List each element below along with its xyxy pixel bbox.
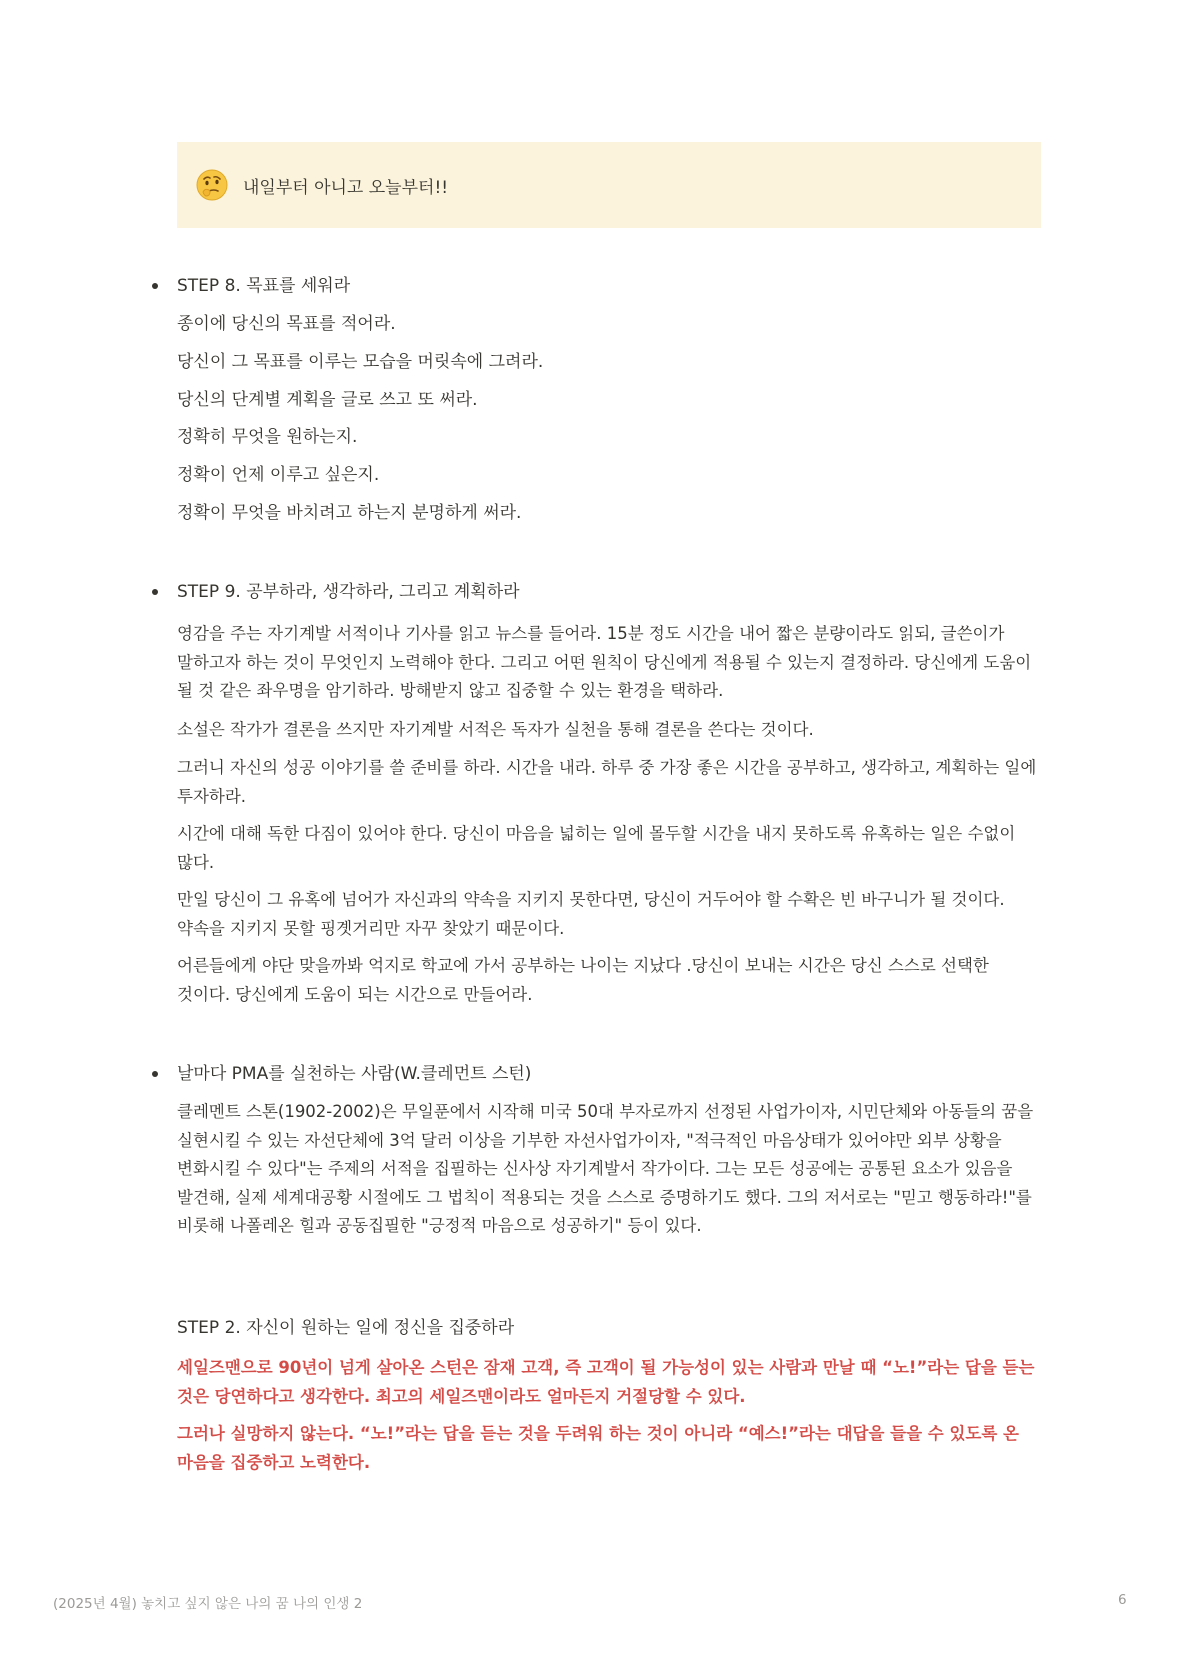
step2-red-paragraph: 세일즈맨으로 90년이 넘게 살아온 스턴은 잠재 고객, 즉 고객이 될 가능성이 있는 사람과 만날 때 “노!”라는 답을 듣는 것은 당연하다고 생각한다. 최고의 세일즈맨이라도 얼마든지 거절당할 수 있다.: [177, 1358, 1035, 1406]
callout-text: 내일부터 아니고 오늘부터!!: [243, 177, 449, 198]
thinking-face-icon: [195, 168, 229, 202]
step9-title: STEP 9. 공부하라, 생각하라, 그리고 계획하라: [177, 582, 520, 602]
step9-paragraph: 그러니 자신의 성공 이야기를 쓸 준비를 하라. 시간을 내라. 하루 중 가장 좋은 시간을 공부하고, 생각하고, 계획하는 일에 투자하라.: [177, 758, 1037, 806]
step8-line: 정확이 언제 이루고 싶은지.: [177, 465, 380, 485]
bullet-dot: [152, 283, 158, 289]
step9-paragraph: 시간에 대해 독한 다짐이 있어야 한다. 당신이 마음을 넓히는 일에 몰두할 시간을 내지 못하도록 유혹하는 일은 수없이 많다.: [177, 824, 1016, 872]
step9-paragraph: 만일 당신이 그 유혹에 넘어가 자신과의 약속을 지키지 못한다면, 당신이 거두어야 할 수확은 빈 바구니가 될 것이다. 약속을 지키지 못할 핑곗거리만 자꾸 찾았기 때문이다.: [177, 890, 1005, 938]
step9-paragraph: 어른들에게 야단 맞을까봐 억지로 학교에 가서 공부하는 나이는 지났다 .당신이 보내는 시간은 당신 스스로 선택한 것이다. 당신에게 도움이 되는 시간으로 만들어라.: [177, 956, 989, 1004]
step8-title: STEP 8. 목표를 세워라: [177, 276, 351, 296]
step8-line: 정확히 무엇을 원하는지.: [177, 427, 358, 447]
footer-title: (2025년 4월) 놓치고 싶지 않은 나의 꿈 나의 인생 2: [53, 1596, 363, 1612]
step8-line: 종이에 당신의 목표를 적어라.: [177, 314, 396, 334]
page-number: 6: [1118, 1592, 1127, 1608]
bullet-dot: [152, 589, 158, 595]
pma-paragraph: 클레멘트 스톤(1902-2002)은 무일푼에서 시작해 미국 50대 부자로까지 선정된 사업가이자, 시민단체와 아동들의 꿈을 실현시킬 수 있는 자선단체에 3억 달러 이상을 기부한 자선사업가이자, "적극적인 마음상태가 있어야만 외부 상황을 변화시킬 수 있다"는 주제의 서적을 집필하는 신사상 자기계발서 작가이다. 그는 모든 성공에는 공통된 요소가 있음을 발견해, 실제 세계대공황 시절에도 그 법칙이 적용되는 것을 스스로 증명하기도 했다. 그의 저서로는 "믿고 행동하라!"를 비롯해 나폴레온 힐과 공동집필한 "긍정적 마음으로 성공하기" 등이 있다.: [177, 1102, 1034, 1235]
step9-paragraph: 소설은 작가가 결론을 쓰지만 자기계발 서적은 독자가 실천을 통해 결론을 쓴다는 것이다.: [177, 720, 814, 739]
step8-line: 당신이 그 목표를 이루는 모습을 머릿속에 그려라.: [177, 352, 544, 372]
bullet-dot: [152, 1071, 158, 1077]
callout-box: [177, 142, 1041, 228]
step2-title: STEP 2. 자신이 원하는 일에 정신을 집중하라: [177, 1318, 515, 1338]
step9-paragraph: 영감을 주는 자기계발 서적이나 기사를 읽고 뉴스를 들어라. 15분 정도 시간을 내어 짧은 분량이라도 읽되, 글쓴이가 말하고자 하는 것이 무엇인지 노력해야 한다. 그리고 어떤 원칙이 당신에게 적용될 수 있는지 결정하라. 당신에게 도움이 될 것 같은 좌우명을 암기하라. 방해받지 않고 집중할 수 있는 환경을 택하라.: [177, 624, 1032, 700]
pma-title: 날마다 PMA를 실천하는 사람(W.클레먼트 스턴): [177, 1064, 532, 1084]
step2-red-paragraph: 그러나 실망하지 않는다. “노!”라는 답을 듣는 것을 두려워 하는 것이 아니라 “예스!”라는 대답을 들을 수 있도록 온 마음을 집중하고 노력한다.: [177, 1424, 1019, 1472]
step8-line: 당신의 단계별 계획을 글로 쓰고 또 써라.: [177, 390, 478, 410]
step8-line: 정확이 무엇을 바치려고 하는지 분명하게 써라.: [177, 503, 522, 523]
